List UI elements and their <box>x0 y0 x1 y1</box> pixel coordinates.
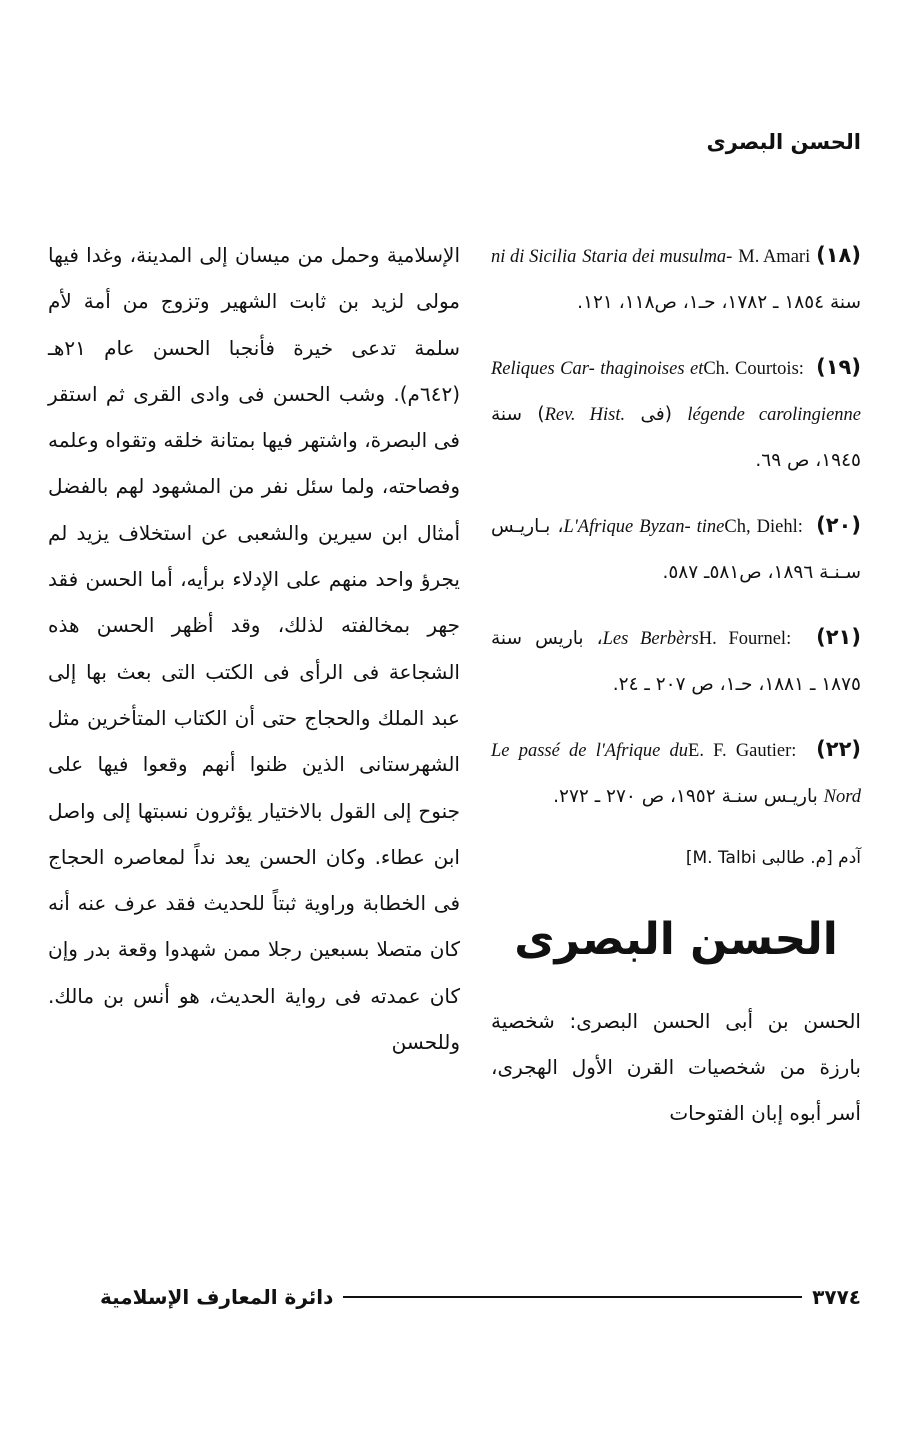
references-list <box>491 232 861 820</box>
reference-text: ، باريس سنة ١٨٧٥ ـ ١٨٨١، حـ١، ص ٢٠٧ ـ ٢٤. <box>491 628 861 695</box>
article-intro: الحسن بن أبى الحسن البصرى: شخصية بارزة من شخصيات القرن الأول الهجرى، أسر أبوه إبان الفتوحات <box>491 1009 861 1125</box>
reference-latin-text: ni di Sicilia <box>491 247 577 267</box>
reference-entry <box>491 614 861 708</box>
page-footer <box>100 1283 861 1311</box>
reference-text: ) سنة ١٩٤٥، ص ٦٩. <box>491 404 861 471</box>
reference-number: (٢١) <box>816 625 861 649</box>
reference-number: (٢٠) <box>816 513 861 537</box>
reference-latin-text: Ch. Courtois: <box>703 359 810 379</box>
article-title: الحسن البصرى <box>514 914 838 965</box>
author-credit: آدم [م. طالبى M. Talbi] <box>685 848 861 868</box>
reference-text: ، بـاريـس سـنـة ١٨٩٦، ص٥٨١ـ ٥٨٧. <box>491 516 861 583</box>
publication-title: دائرة المعارف الإسلامية <box>100 1285 334 1309</box>
reference-latin-text: H. Fournel: <box>698 629 804 649</box>
page-number: ٣٧٧٤ <box>812 1285 861 1309</box>
reference-text: باريـس سنـة ١٩٥٢، ص ٢٧٠ ـ ٢٧٢. <box>553 786 824 807</box>
reference-text: سنة ١٨٥٤ ـ ١٧٨٢، حـ١، ص١١٨، ١٢١. <box>577 292 861 313</box>
reference-entry <box>491 232 861 326</box>
footer-rule <box>343 1296 802 1298</box>
reference-latin-text: Ch, Diehl: <box>724 517 809 537</box>
reference-latin-text: Reliques Car- thaginoises et légende carolingienne <box>491 359 861 425</box>
reference-latin-text: E. F. Gautier: <box>688 741 806 761</box>
reference-number: (٢٢) <box>816 737 861 761</box>
reference-number: (١٩) <box>816 355 861 379</box>
right-column <box>491 232 861 1136</box>
reference-text: (فى <box>625 404 688 425</box>
reference-number: (١٨) <box>816 243 861 267</box>
reference-entry <box>491 502 861 596</box>
body-text: الإسلامية وحمل من ميسان إلى المدينة، وغدا فيها مولى لزيد بن ثابت الشهير وتزوج من أمة لأم سلمة تدعى خيرة فأنجبا الحسن عام ٢١هـ (٦٤٢م). وشب الحسن فى وادى القرى ثم استقر فى البصرة، واشتهر فيها بمتانة خلقه وتقواه وعلمه وفصاحته، ولما سئل نفر من المشهود لهم بالفضل أمثال ابن سيرين والشعبى عن استخلاف يزيد لم يجرؤ واحد منهم على الإدلاء برأيه، أما الحسن فقد جهر بمخالفته لذلك، وقد أظهر الحسن هذه الشجاعة فى الرأى فى الكتب التى بعث بها إلى عبد الملك والحجاج حتى أن الكتاب المتأخرين مثل الشهرستانى الذين ظنوا أنهم وقعوا فيها على جنوح إلى القول بالاختيار يؤثرون نسبتها إلى واصل ابن عطاء. وكان الحسن يعد نداً لمعاصره الحجاج فى الخطابة وراوية ثبتاً للحديث فقد عرف عنه أنه كان متصلا بسبعين رجلا ممن شهدوا وقعة بدر وإن كان عمدته فى رواية الحديث، هو أنس بن مالك. وللحسن <box>48 243 460 1055</box>
running-head: الحسن البصرى <box>706 130 861 154</box>
reference-latin-text: L'Afrique Byzan- tine <box>563 517 725 537</box>
reference-latin-text: Les Berbèrs <box>602 629 699 649</box>
reference-latin-text: Le passé de l'Afrique du Nord <box>491 741 861 807</box>
reference-entry <box>491 726 861 820</box>
reference-entry <box>491 344 861 484</box>
reference-latin-text: Staria dei musulma- <box>582 247 733 267</box>
left-column <box>48 232 460 1065</box>
reference-latin-text: M. Amari <box>738 247 811 267</box>
reference-latin-text: Rev. Hist. <box>544 405 626 425</box>
